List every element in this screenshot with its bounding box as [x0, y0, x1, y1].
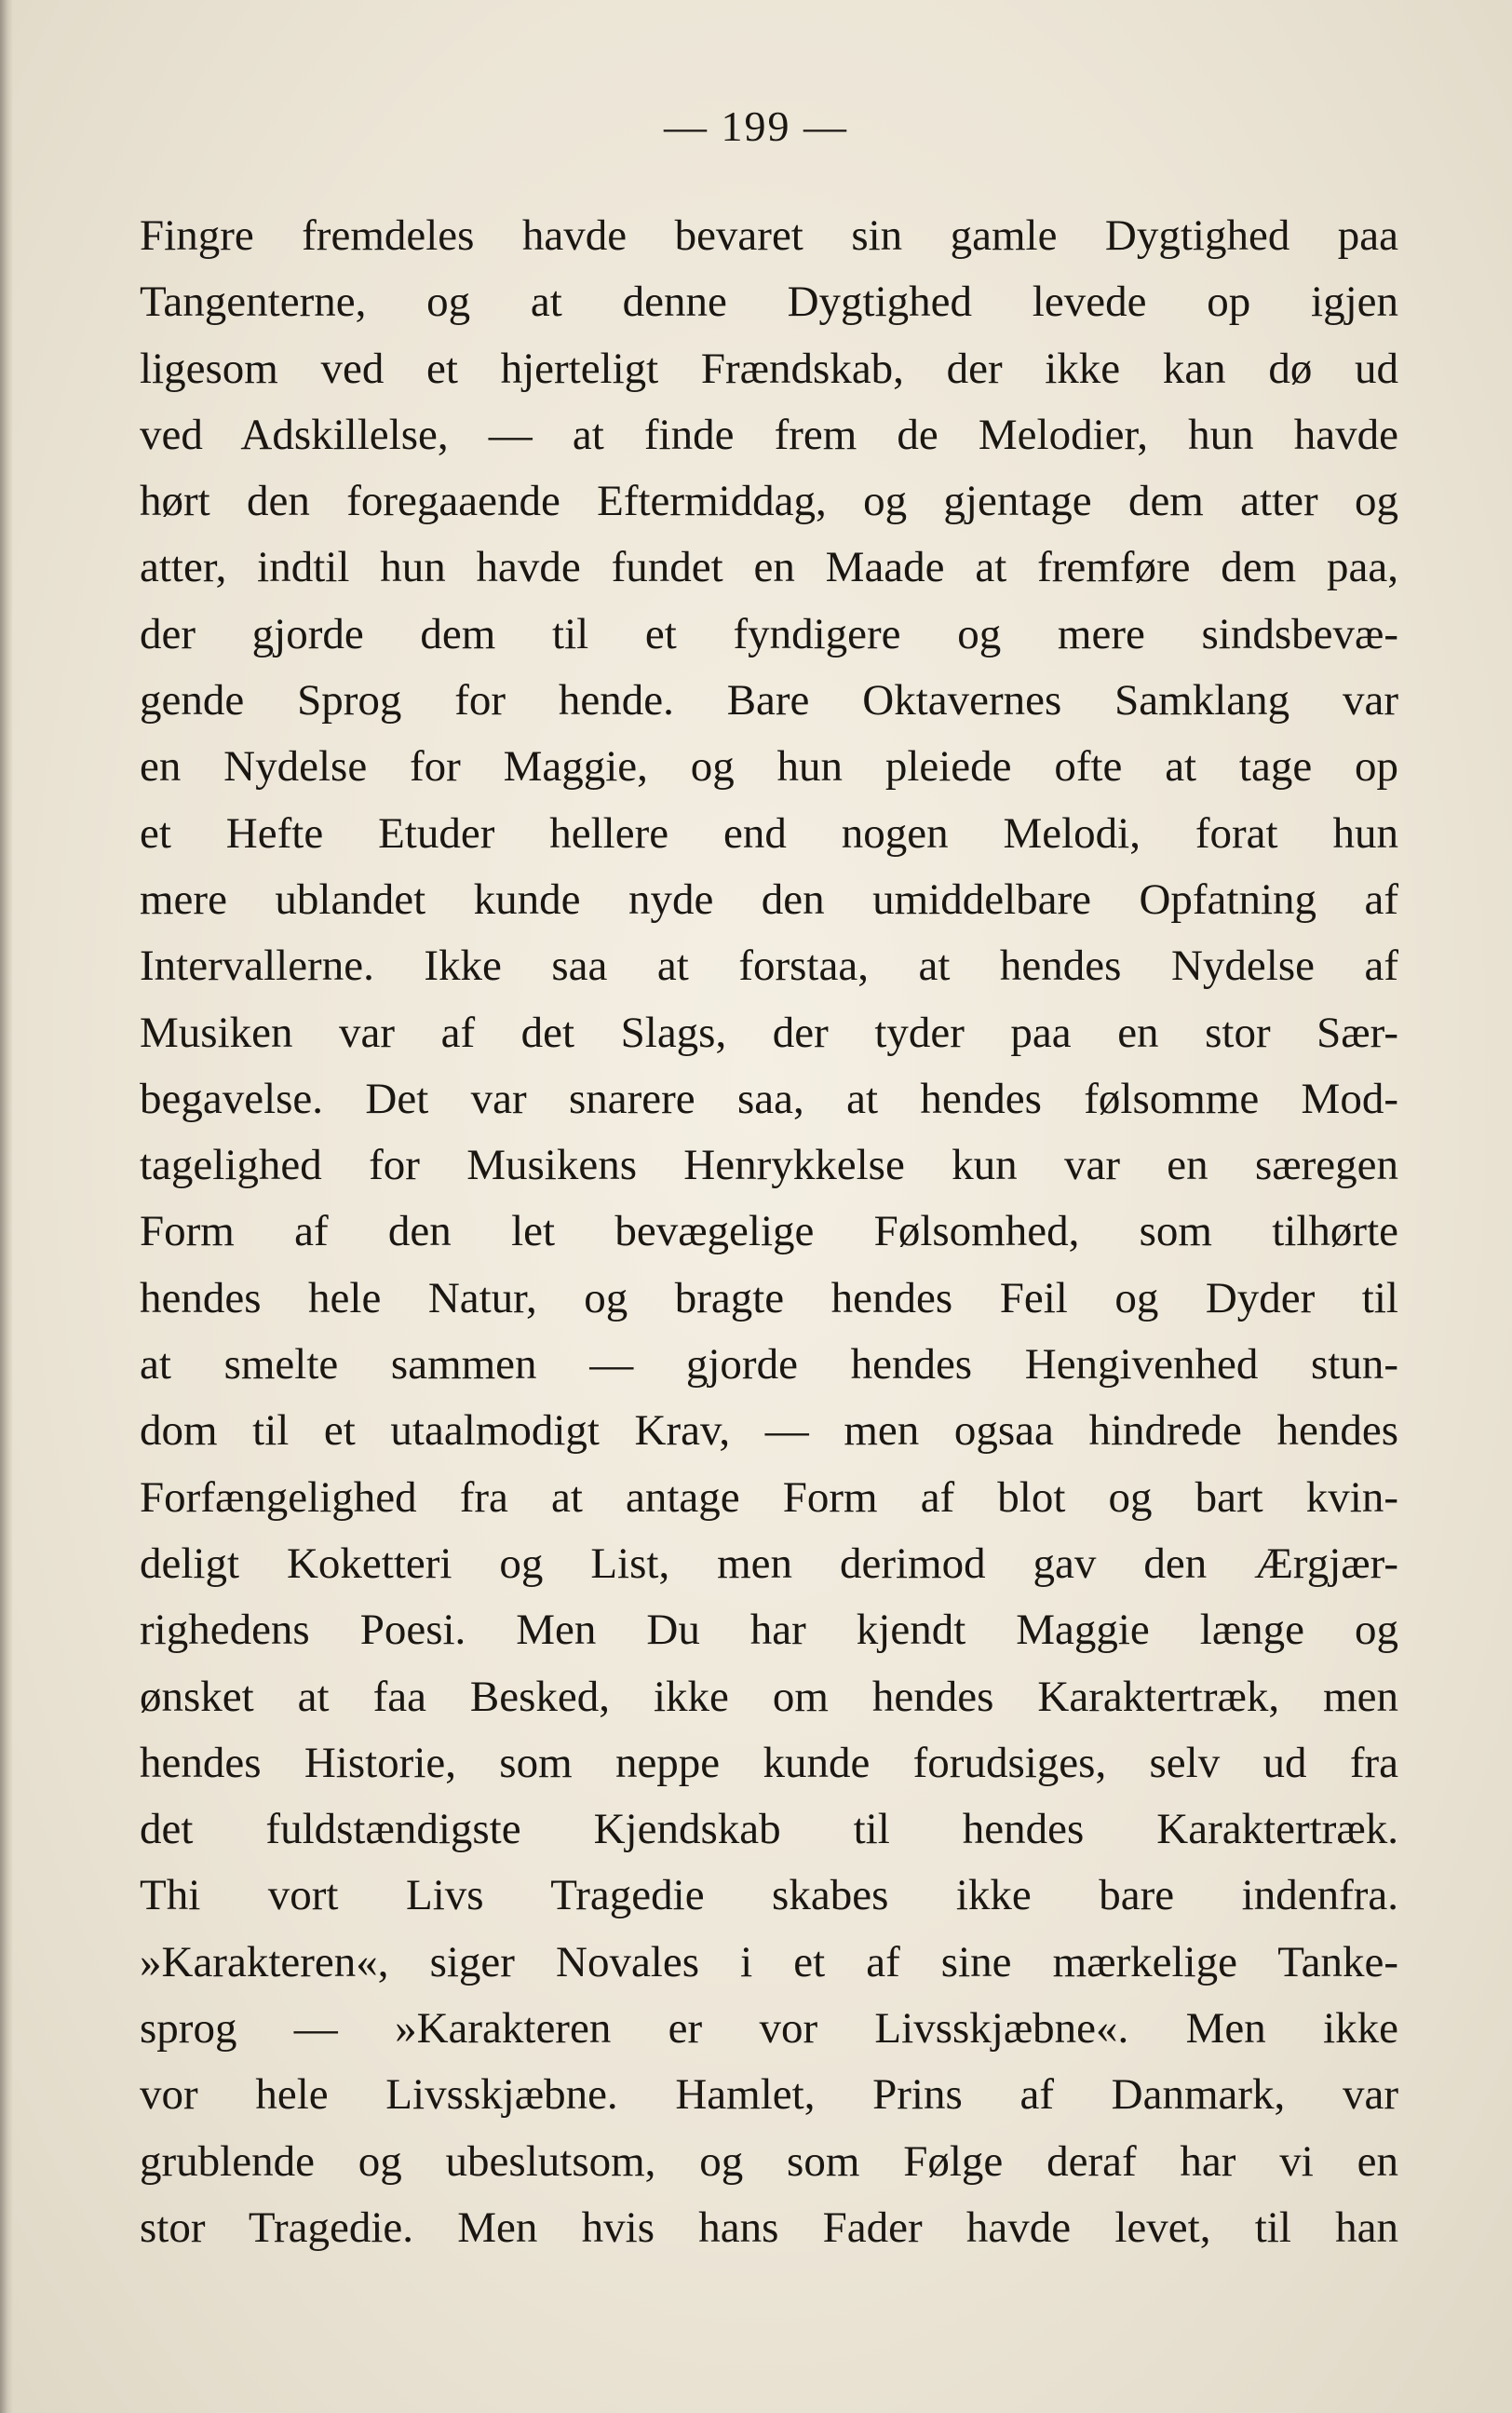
- text-line: der gjorde dem til et fyndigere og mere sindsbevæ-: [140, 609, 1398, 658]
- text-line: det fuldstændigste Kjendskab til hendes Karaktertræk.: [140, 1805, 1398, 1854]
- text-line: hendes hele Natur, og bragte hendes Feil og Dyder til: [140, 1273, 1398, 1322]
- text-line: sprog — »Karakteren er vor Livsskjæbne«. Men ikke: [140, 2004, 1398, 2054]
- page-binding-edge: [0, 0, 13, 2413]
- text-line: hendes Historie, som neppe kunde forudsiges, selv ud fra: [140, 1738, 1398, 1787]
- text-line: dom til et utaalmodigt Krav, — men ogsaa hindrede hendes: [140, 1406, 1398, 1456]
- text-line: et Hefte Etuder hellere end nogen Melodi, forat hun: [140, 808, 1398, 858]
- text-line: righedens Poesi. Men Du har kjendt Maggie længe og: [140, 1606, 1398, 1655]
- text-line: Forfængelighed fra at antage Form af blot og bart kvin-: [140, 1472, 1398, 1522]
- text-line: at smelte sammen — gjorde hendes Hengivenhed stun-: [140, 1340, 1398, 1390]
- text-line: grublende og ubeslutsom, og som Følge deraf har vi en: [140, 2136, 1398, 2186]
- page-number: — 199 —: [664, 102, 848, 150]
- text-line: tagelighed for Musikens Henrykkelse kun var en særegen: [140, 1141, 1398, 1190]
- text-line: gende Sprog for hende. Bare Oktavernes Samklang var: [140, 676, 1398, 725]
- text-line: stor Tragedie. Men hvis hans Fader havde levet, til han: [140, 2203, 1398, 2252]
- text-line: deligt Koketteri og List, men derimod gav den Ærgjær-: [140, 1539, 1398, 1588]
- text-line: ønsket at faa Besked, ikke om hendes Karaktertræk, men: [140, 1672, 1398, 1721]
- text-line: Form af den let bevægelige Følsomhed, som tilhørte: [140, 1207, 1398, 1256]
- text-line: Thi vort Livs Tragedie skabes ikke bare indenfra.: [140, 1871, 1398, 1920]
- text-line: hørt den foregaaende Eftermiddag, og gjentage dem atter og: [140, 477, 1398, 526]
- text-line: ved Adskillelse, — at finde frem de Melodier, hun havde: [140, 410, 1398, 459]
- text-line: mere ublandet kunde nyde den umiddelbare Opfatning af: [140, 874, 1398, 924]
- text-line: Fingre fremdeles havde bevaret sin gamle Dygtighed paa: [140, 211, 1398, 260]
- body-text: [140, 203, 1398, 2261]
- text-line: begavelse. Det var snarere saa, at hendes følsomme Mod-: [140, 1074, 1398, 1123]
- text-line: en Nydelse for Maggie, og hun pleiede ofte at tage op: [140, 742, 1398, 792]
- text-line: ligesom ved et hjerteligt Frændskab, der ikke kan dø ud: [140, 344, 1398, 393]
- text-line: vor hele Livsskjæbne. Hamlet, Prins af Danmark, var: [140, 2070, 1398, 2120]
- text-line: »Karakteren«, siger Novales i et af sine mærkelige Tanke-: [140, 1937, 1398, 1986]
- text-line: Intervallerne. Ikke saa at forstaa, at hendes Nydelse af: [140, 942, 1398, 991]
- text-line: Tangenterne, og at denne Dygtighed levede op igjen: [140, 278, 1398, 327]
- text-line: atter, indtil hun havde fundet en Maade at fremføre dem paa,: [140, 543, 1398, 592]
- text-line: Musiken var af det Slags, der tyder paa en stor Sær-: [140, 1008, 1398, 1057]
